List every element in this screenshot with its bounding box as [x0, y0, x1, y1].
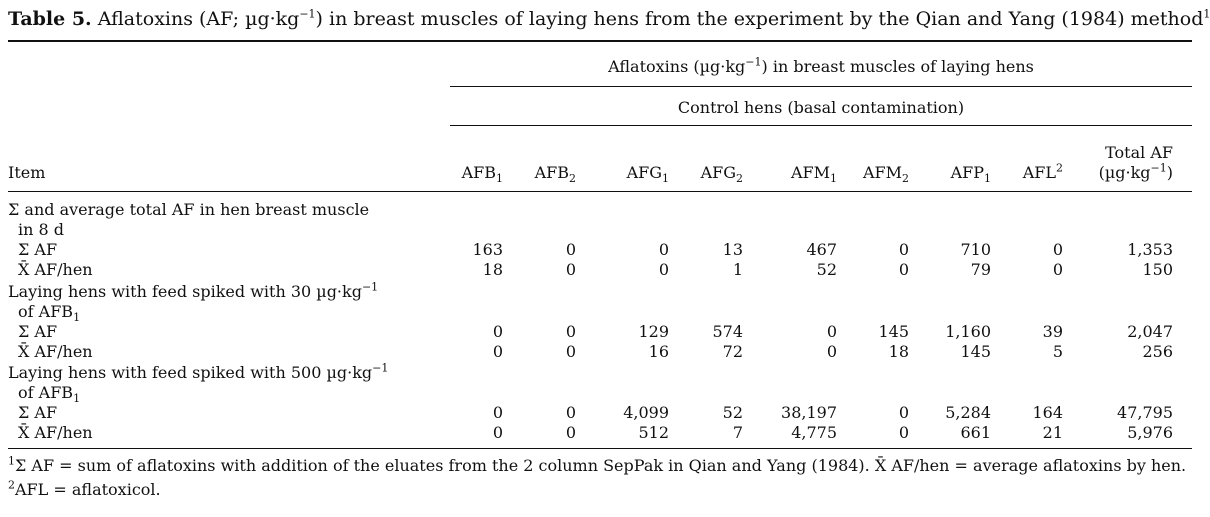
section-title-text: in 8 d	[18, 220, 65, 239]
table-cell: 710	[960, 240, 991, 259]
table-cell: 1	[732, 260, 743, 279]
column-header-6	[819, 163, 909, 186]
column-header-sub: 1	[496, 172, 503, 186]
table-cell: 0	[658, 240, 669, 259]
table-cell: 16	[648, 342, 669, 361]
column-header-sub: 1	[830, 172, 837, 186]
section-title-text: of AFB	[18, 383, 74, 402]
section-title-text: Laying hens with feed spiked with 30 µg·kg	[8, 282, 362, 301]
footnote-2-text: AFL = aflatoxicol.	[15, 480, 161, 499]
table-cell: 0	[565, 342, 576, 361]
table-cell: 0	[492, 423, 503, 442]
section-title-line1	[8, 280, 379, 301]
table-cell: 21	[1042, 423, 1063, 442]
table-cell: 7	[732, 423, 743, 442]
row-label: X̄ AF/hen	[18, 423, 93, 442]
table-cell: 2,047	[1127, 322, 1173, 341]
column-header-sub: 2	[736, 172, 743, 186]
spanner-rule	[450, 86, 1192, 87]
table-label: Table 5.	[8, 8, 92, 30]
column-header-2	[486, 163, 576, 186]
spanner-sup: −1	[745, 55, 762, 69]
column-header-4	[653, 163, 743, 186]
section-title-sup: −1	[361, 280, 379, 294]
table-cell: 5,976	[1127, 423, 1173, 442]
table-cell: 467	[806, 240, 837, 259]
row-label: Σ AF	[18, 322, 58, 341]
table-cell: 0	[565, 322, 576, 341]
column-header-sub: 2	[569, 172, 576, 186]
spanner-text-post: ) in breast muscles of laying hens	[761, 57, 1034, 76]
section-title-line2	[18, 383, 81, 406]
table-cell: 0	[565, 403, 576, 422]
table-cell: 13	[722, 240, 743, 259]
table-cell: 164	[1032, 403, 1063, 422]
column-header-base: AFG	[626, 163, 662, 182]
table-cell: 0	[565, 423, 576, 442]
section-title-line2	[18, 302, 81, 325]
footnote-1-text: Σ AF = sum of aflatoxins with addition of the eluates from the 2 column SepPak in Qian and Yang (1984). X̄ AF/hen = average aflatoxins by hen.	[15, 456, 1187, 475]
footnote-2-mark: 2	[8, 478, 15, 492]
table-cell: 0	[492, 342, 503, 361]
total-unit-pre: (µg·kg	[1098, 163, 1151, 182]
table-cell: 0	[826, 342, 837, 361]
table-cell: 5,284	[945, 403, 991, 422]
section-title-sup: −1	[372, 361, 389, 375]
footnote-1-mark: 1	[8, 454, 15, 468]
caption-footnote-mark: 1	[1203, 7, 1210, 21]
table-cell: 4,775	[791, 423, 837, 442]
table-cell: 0	[565, 240, 576, 259]
footnote-2	[8, 480, 161, 499]
table-cell: 145	[960, 342, 991, 361]
column-header-base: AFM	[790, 163, 830, 182]
table-cell: 0	[898, 403, 909, 422]
table-cell: 0	[565, 260, 576, 279]
table-cell: 0	[898, 423, 909, 442]
table-cell: 52	[722, 403, 743, 422]
column-header-8	[973, 161, 1063, 182]
table-cell: 0	[898, 260, 909, 279]
column-header-sub: 1	[662, 172, 669, 186]
section-title-text: Σ and average total AF in hen breast muscle	[8, 200, 370, 219]
section-title-line2	[18, 221, 64, 239]
caption-text-pre: Aflatoxins (AF; µg·kg	[97, 8, 300, 30]
table-cell: 79	[970, 260, 991, 279]
section-title-sub: 1	[73, 311, 81, 325]
table-bottom-rule	[8, 448, 1192, 449]
total-unit-post: )	[1166, 163, 1173, 182]
header-bottom-rule	[8, 191, 1192, 192]
table-cell: 661	[960, 423, 991, 442]
table-caption	[8, 8, 1210, 30]
spanner-text-pre: Aflatoxins (µg·kg	[608, 57, 746, 76]
section-title-text: Laying hens with feed spiked with 500 µg·kg	[8, 363, 373, 382]
table-cell: 256	[1142, 342, 1173, 361]
table-cell: 52	[816, 260, 837, 279]
section-title-text: of AFB	[18, 302, 74, 321]
row-label: X̄ AF/hen	[18, 260, 93, 279]
column-header-base: AFG	[700, 163, 736, 182]
table-cell: 1,160	[945, 322, 991, 341]
table-cell: 0	[658, 260, 669, 279]
column-header-base: AFB	[461, 163, 496, 182]
table-cell: 0	[492, 322, 503, 341]
spanner-header	[450, 55, 1192, 76]
top-rule-thick	[8, 40, 1192, 42]
table-cell: 0	[492, 403, 503, 422]
column-header-base: AFB	[534, 163, 569, 182]
section-title-line1	[8, 361, 389, 382]
column-header-base: AFP	[950, 163, 984, 182]
column-header-sub: 2	[902, 172, 909, 186]
total-unit-sup: −1	[1150, 161, 1167, 175]
item-header: Item	[8, 163, 46, 182]
table-cell: 163	[472, 240, 503, 259]
group-rule	[450, 125, 1192, 126]
table-cell: 574	[712, 322, 743, 341]
table-cell: 38,197	[781, 403, 837, 422]
row-label: Σ AF	[18, 240, 58, 259]
table-cell: 5	[1052, 342, 1063, 361]
row-label: X̄ AF/hen	[18, 342, 93, 361]
table-cell: 4,099	[623, 403, 669, 422]
table-cell: 0	[1052, 240, 1063, 259]
table-cell: 145	[878, 322, 909, 341]
table-cell: 150	[1142, 260, 1173, 279]
group-header: Control hens (basal contamination)	[677, 98, 965, 117]
table-cell: 0	[898, 240, 909, 259]
table-cell: 18	[888, 342, 909, 361]
table-cell: 0	[826, 322, 837, 341]
table-cell: 1,353	[1127, 240, 1173, 259]
total-header-line1: Total AF	[1105, 143, 1173, 162]
column-header-base: AFL	[1022, 163, 1056, 182]
total-header-line2	[1060, 161, 1173, 182]
table-cell: 129	[638, 322, 669, 341]
table-cell: 0	[1052, 260, 1063, 279]
table-cell: 72	[722, 342, 743, 361]
table-cell: 512	[638, 423, 669, 442]
section-title-line1	[8, 201, 369, 219]
caption-text-mid: ) in breast muscles of laying hens from the experiment by the Qian and Yang (1984) method	[315, 8, 1204, 30]
caption-sup: −1	[299, 7, 316, 21]
table-cell: 47,795	[1117, 403, 1173, 422]
table-cell: 18	[482, 260, 503, 279]
section-title-sub: 1	[73, 392, 81, 406]
footnote-1	[8, 456, 1186, 475]
table-cell: 39	[1042, 322, 1063, 341]
column-header-base: AFM	[862, 163, 902, 182]
column-header-sub: 1	[984, 172, 991, 186]
row-label: Σ AF	[18, 403, 58, 422]
column-header-sup: 2	[1056, 161, 1063, 175]
